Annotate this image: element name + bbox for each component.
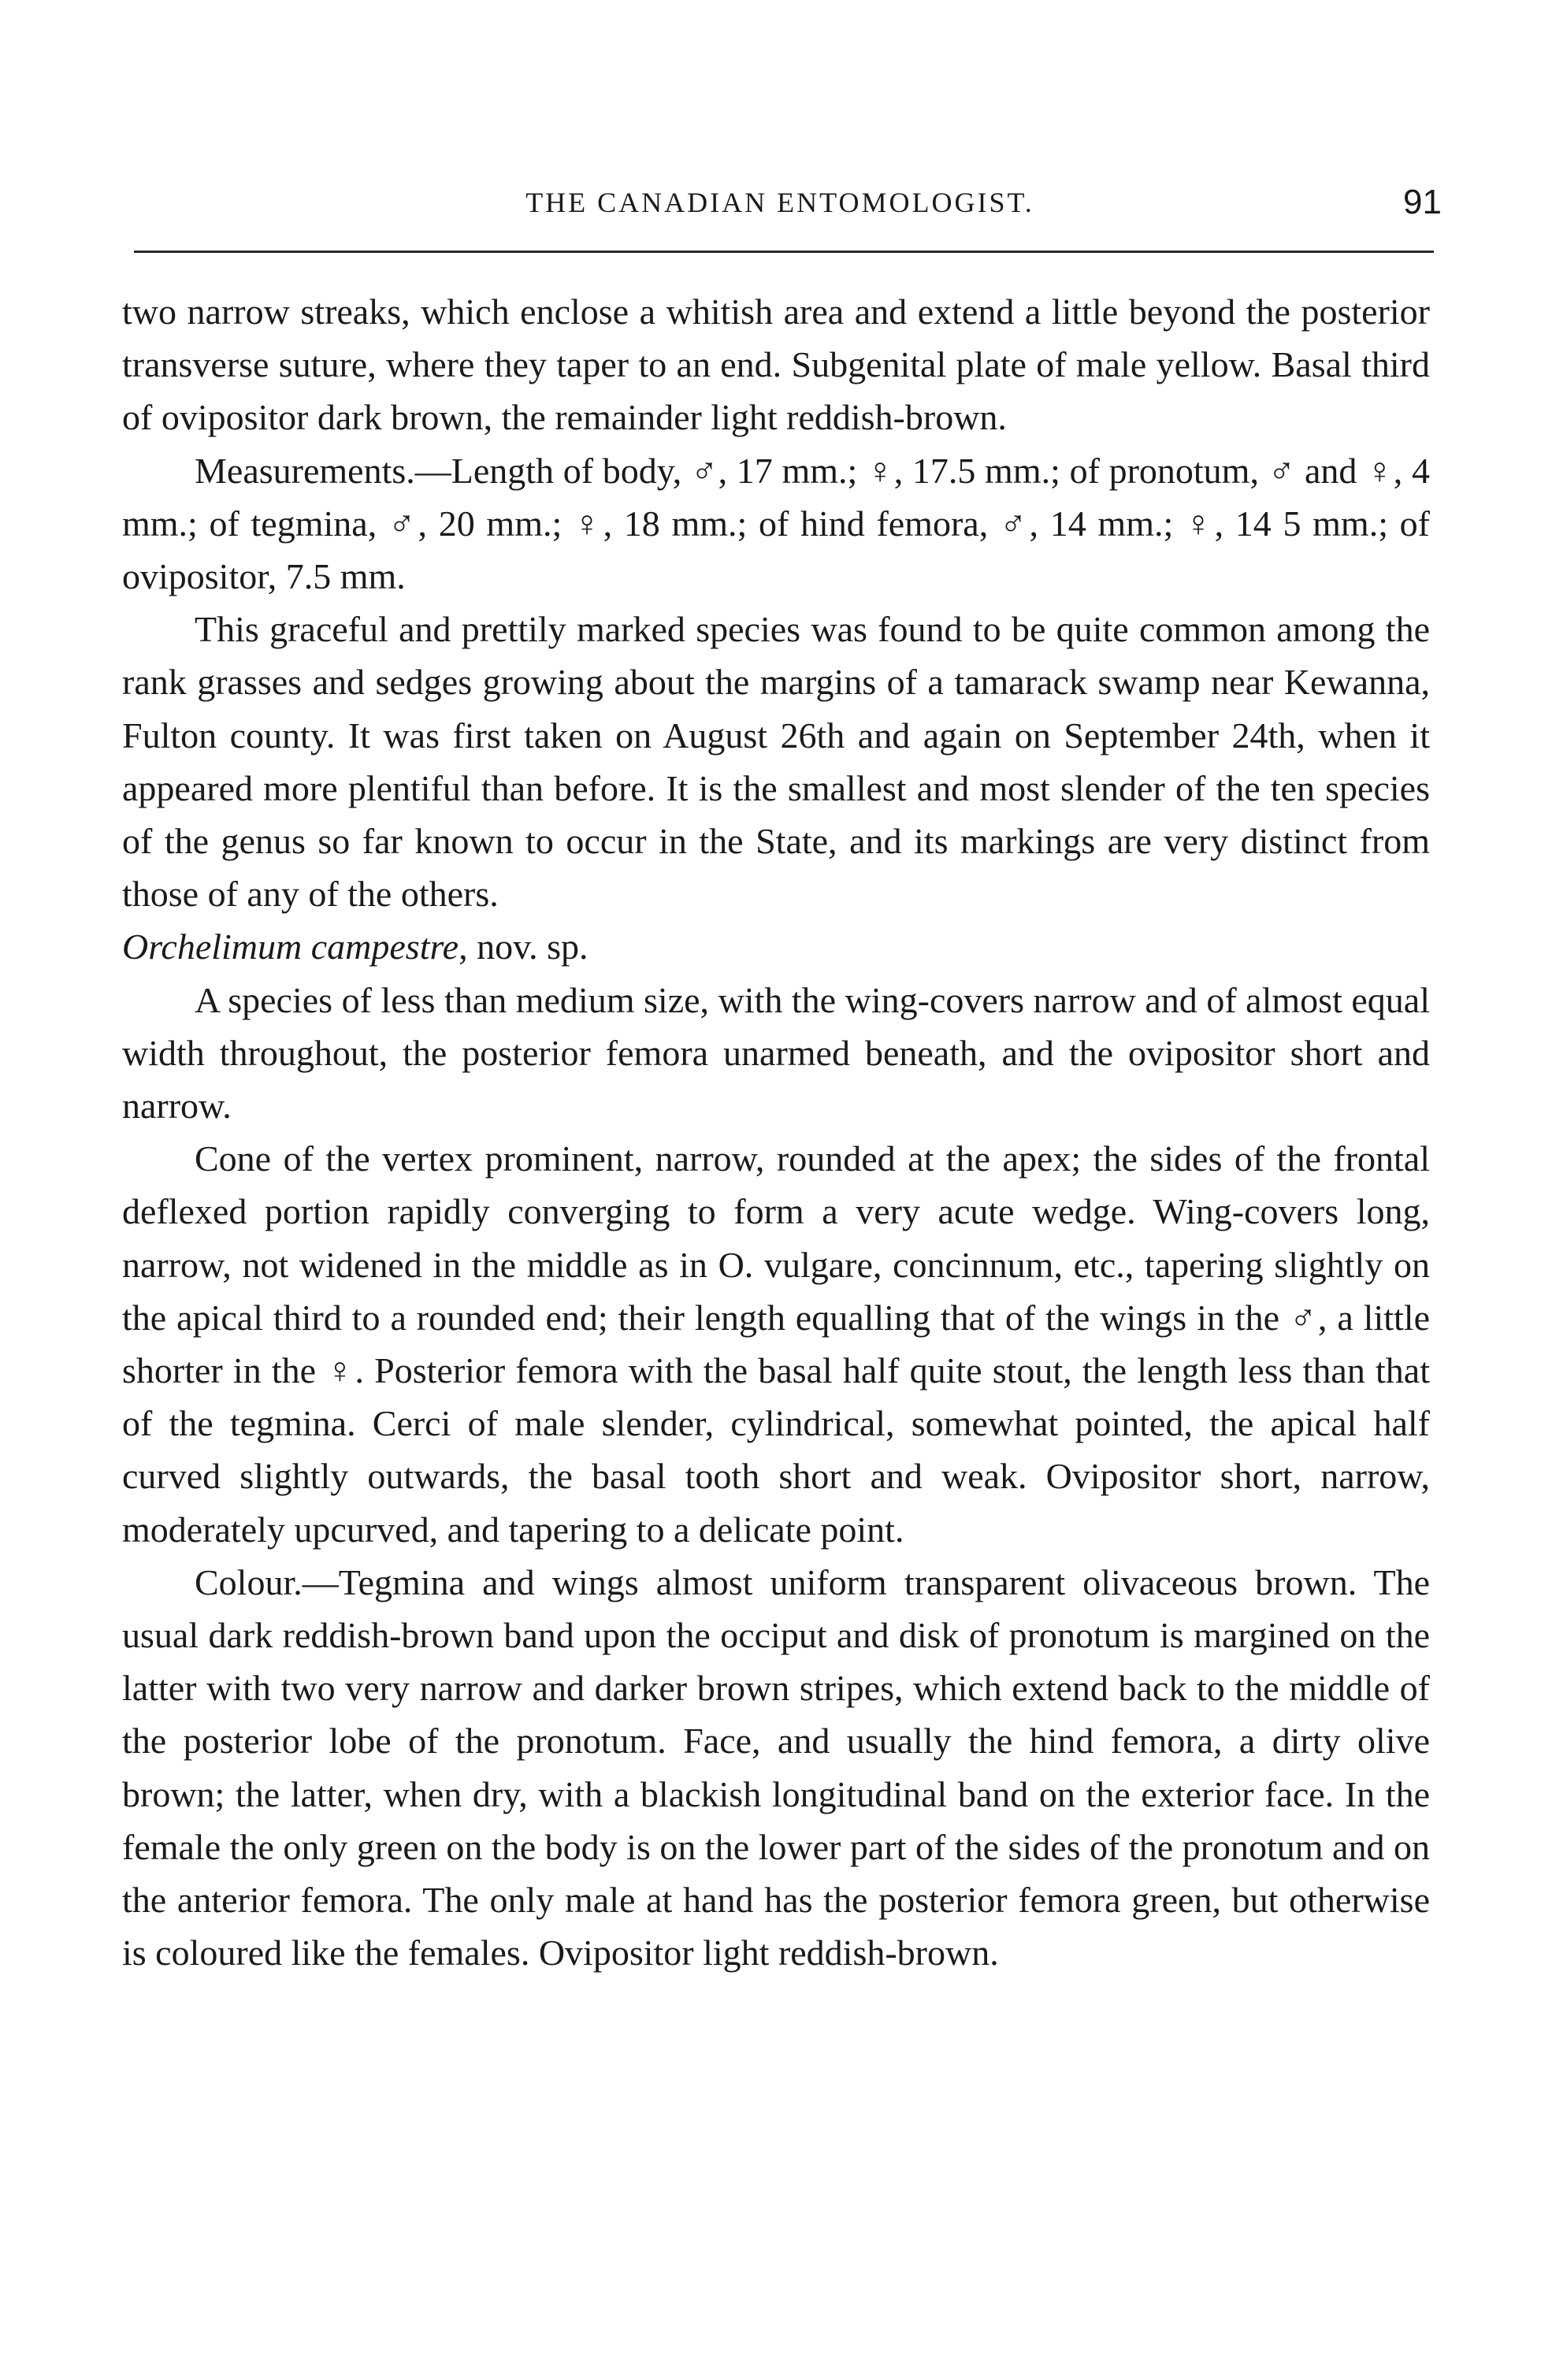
header-rule [134, 251, 1434, 253]
paragraph-description: Cone of the vertex prominent, narrow, rounded at the apex; the sides of the frontal deflexed portion rapidly converging to form a very acute wedge. Wing-covers long, narrow, not widened in the middle as in O. vulgare, concinnum, etc., tapering slightly on the apical third to a rounded end; their length equalling that of the wings in the ♂, a little shorter in the ♀. Posterior femora with the basal half quite stout, the length less than that of the tegmina. Cerci of male slender, cylindrical, somewhat pointed, the apical half curved slightly outwards, the basal tooth short and weak. Ovipositor short, narrow, moderately upcurved, and tapering to a delicate point. [122, 1138, 1430, 1550]
paragraph-measurements: Measurements.—Length of body, ♂, 17 mm.; ♀, 17.5 mm.; of pronotum, ♂ and ♀, 4 mm.; of tegmina, ♂, 20 mm.; ♀, 18 mm.; of hind femora, ♂, 14 mm.; ♀, 14 5 mm.; of ovipositor, 7.5 mm. [122, 450, 1430, 597]
page-number: 91 [1403, 183, 1442, 221]
paragraph-continuation: two narrow streaks, which enclose a whitish area and extend a little beyond the posterior transverse suture, where they taper to an end. Subgenital plate of male yellow. Basal third of ovipositor dark brown, the remainder light reddish-brown. [122, 291, 1430, 438]
paragraph-habitat: This graceful and prettily marked species was found to be quite common among the rank grasses and sedges growing about the margins of a tamarack swamp near Kewanna, Fulton county. It was first taken on August 26th and again on September 24th, when it appeared more plentiful than before. It is the smallest and most slender of the ten species of the genus so far known to occur in the State, and its markings are very distinct from those of any of the others. [122, 609, 1430, 915]
paragraph-diagnosis: A species of less than medium size, with the wing-covers narrow and of almost equal width throughout, the posterior femora unarmed beneath, and the ovipositor short and narrow. [122, 979, 1430, 1127]
species-name: Orchelimum campestre [122, 926, 459, 967]
species-suffix: , nov. sp. [459, 926, 588, 967]
page-header [118, 175, 1442, 230]
paragraph-colour: Colour.—Tegmina and wings almost uniform transparent olivaceous brown. The usual dark reddish-brown band upon the occiput and disk of pronotum is margined on the latter with two very narrow and darker brown stripes, which extend back to the middle of the posterior lobe of the pronotum. Face, and usually the hind femora, a dirty olive brown; the latter, when dry, with a blackish longitudinal band on the exterior face. In the female the only green on the body is on the lower part of the sides of the pronotum and on the anterior femora. The only male at hand has the posterior femora green, but otherwise is coloured like the females. Ovipositor light reddish-brown. [122, 1561, 1430, 1973]
species-heading [122, 920, 1430, 973]
running-title: THE CANADIAN ENTOMOLOGIST. [525, 187, 1034, 218]
body-text [122, 285, 1430, 1980]
